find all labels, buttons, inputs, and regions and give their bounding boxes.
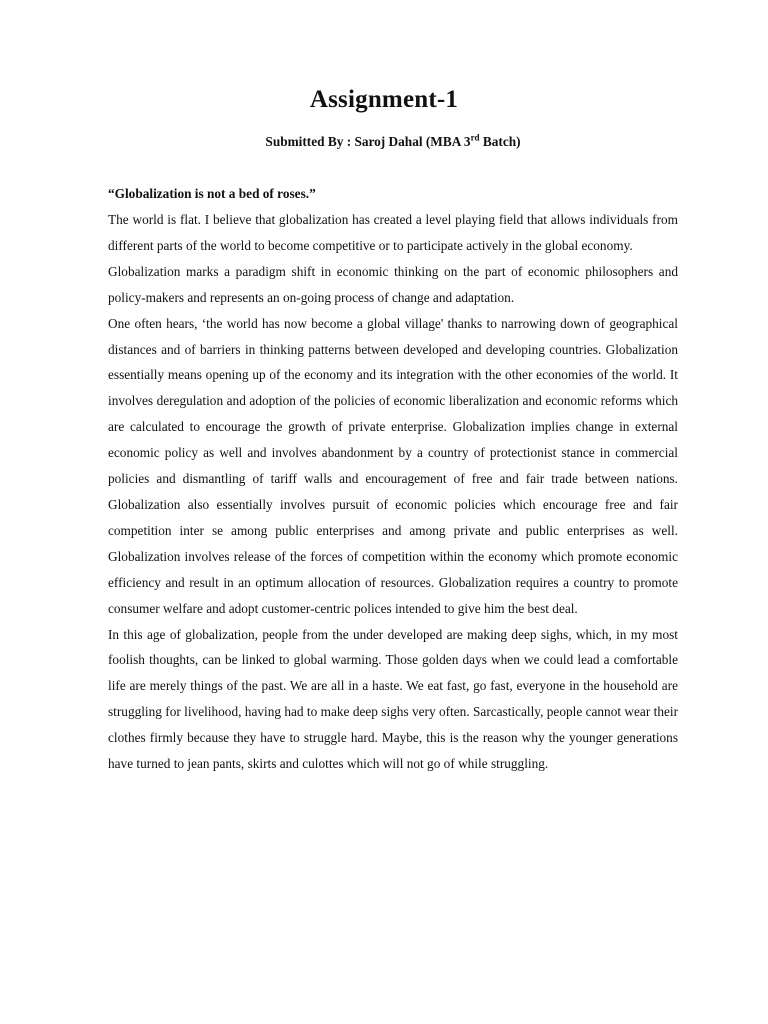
- paragraph-4: In this age of globalization, people from the under developed are making deep sighs, which, in my most foolish thoughts, can be linked to global warming. Those golden days when we could lead a comfortable life are merely things of the past. We are all in a haste. We eat fast, go fast, everyone in the household are struggling for livelihood, having had to make deep sighs very often. Sarcastically, people cannot wear their clothes firmly because they have to struggle hard. Maybe, this is the reason why the younger generations have turned to jean pants, skirts and culottes which will not go of while struggling.: [108, 626, 678, 772]
- paragraph-2: Globalization marks a paradigm shift in economic thinking on the part of economic philosophers and policy-makers and represents an on-going process of change and adaptation.: [108, 263, 678, 305]
- submitted-by-line: [0, 134, 768, 150]
- batch-text: Batch): [479, 134, 521, 149]
- ordinal-suffix: rd: [470, 132, 480, 143]
- paragraph-3: One often hears, ‘the world has now become a global village' thanks to narrowing down of geographical distances and of barriers in thinking patterns between developed and developing countries. Globalization essentially means opening up of the economy and its integration with the other economies of the world. It involves deregulation and adoption of the policies of economic liberalization and economic reforms which are calculated to encourage the growth of private enterprise. Globalization implies change in external economic policy as well and involves abandonment by a country of protectionist stance in commercial policies and dismantling of tariff walls and encouragement of free and fair trade between nations. Globalization also essentially involves pursuit of economic policies which encourage free and fair competition inter se among public enterprises and among private and public enterprises as well. Globalization involves release of the forces of competition within the economy which promote economic efficiency and result in an optimum allocation of resources. Globalization requires a country to promote consumer welfare and adopt customer-centric polices intended to give him the best deal.: [108, 315, 678, 616]
- paragraph-1: The world is flat. I believe that globalization has created a level playing field that allows individuals from different parts of the world to become competitive or to participate actively in the global economy.: [108, 212, 678, 253]
- page-title: Assignment-1: [309, 86, 459, 113]
- submitted-by-text: Submitted By : Saroj Dahal (MBA 3: [265, 134, 471, 149]
- document-body: [108, 181, 678, 777]
- quote-heading: “Globalization is not a bed of roses.”: [108, 186, 316, 201]
